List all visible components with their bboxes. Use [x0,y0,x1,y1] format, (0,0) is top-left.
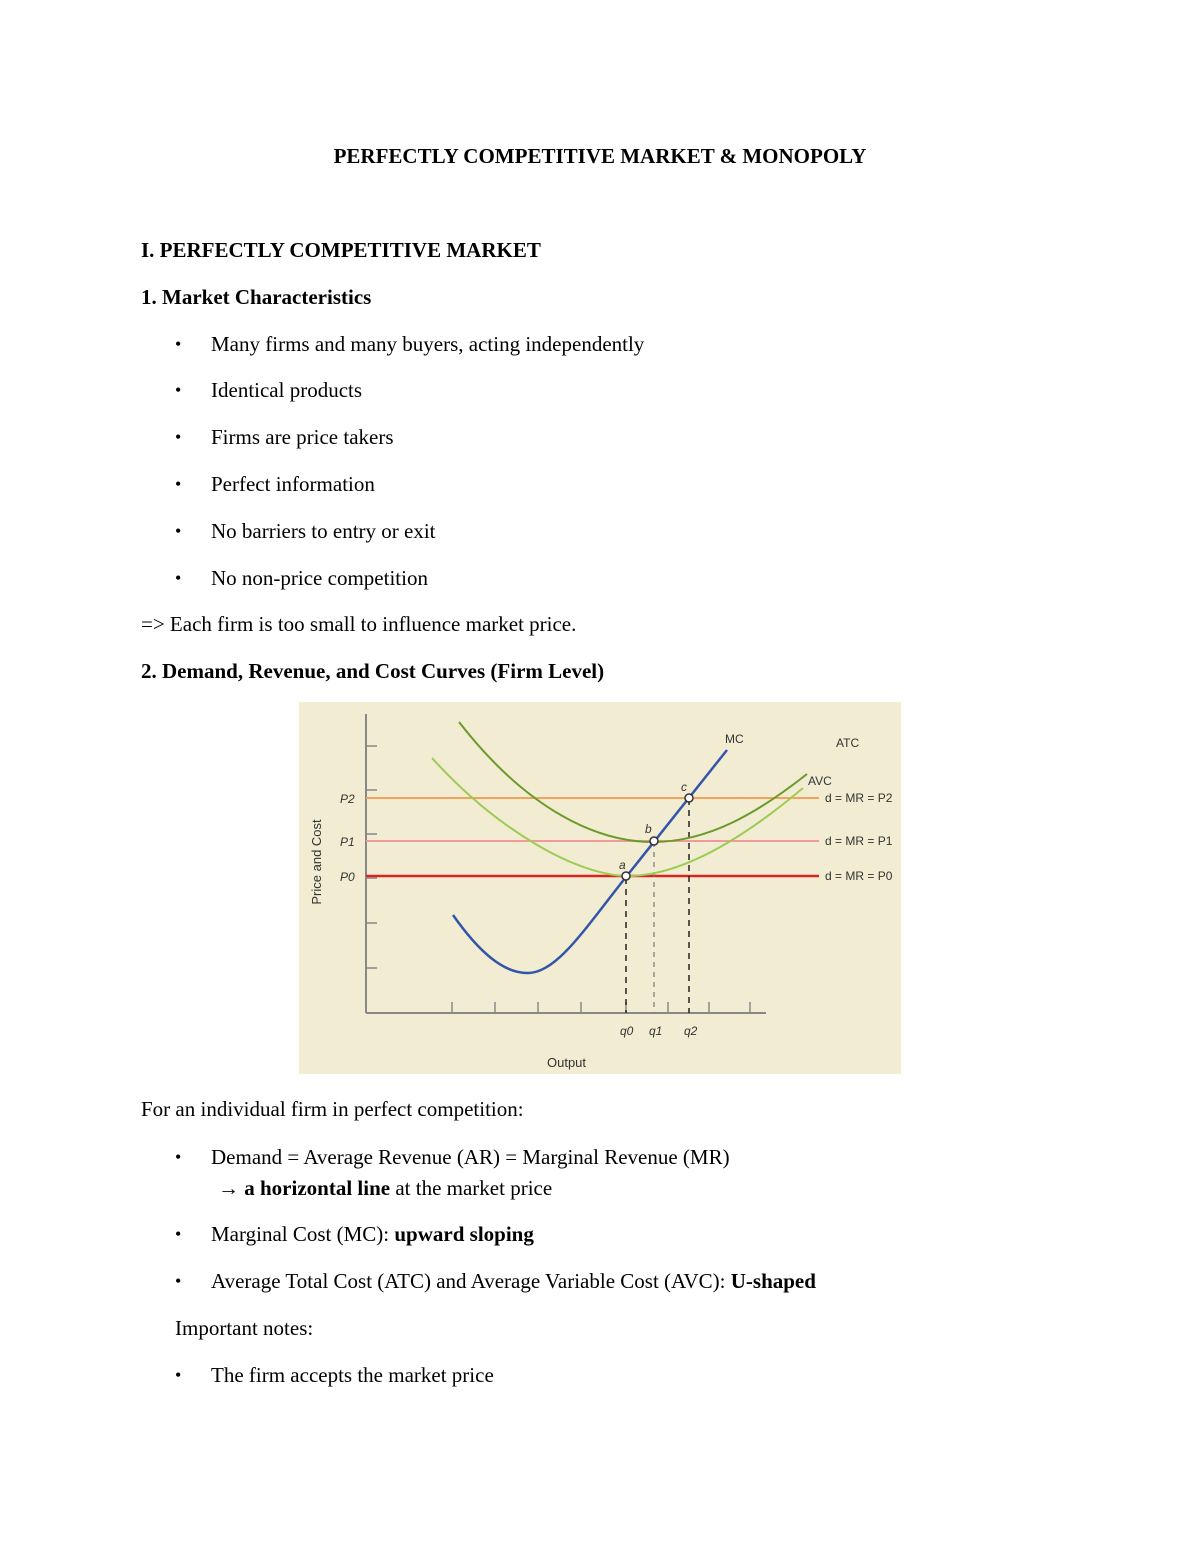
notes-label: Important notes: [175,1316,314,1340]
list-item-continuation [218,1175,552,1201]
emphasis-text: a horizontal line [244,1176,391,1200]
point-a-label: a [619,858,626,872]
bullet-icon: • [175,1271,182,1291]
list-item-text: Average Total Cost (ATC) and Average Variable Cost (AVC): [211,1269,731,1293]
p2-tick-label: P2 [340,792,355,806]
list-item: Identical products [211,378,363,402]
section-heading: I. PERFECTLY COMPETITIVE MARKET [141,238,541,262]
avc-label: AVC [808,774,832,788]
bullet-icon: • [175,1224,182,1244]
q1-tick-label: q1 [649,1024,663,1038]
cost-curves-figure [299,702,901,1074]
bullet-icon: • [175,568,182,588]
d0-label: d = MR = P0 [825,869,893,883]
intro-text: For an individual firm in perfect competition: [141,1097,524,1121]
atc-curve [459,722,807,842]
bullet-icon: • [175,1147,182,1167]
cost-curves-svg [299,702,901,1074]
point-a-marker [622,872,630,880]
list-item: No barriers to entry or exit [211,519,436,543]
bullet-icon: • [175,334,182,354]
list-item-text: Marginal Cost (MC): [211,1222,395,1246]
mc-label: MC [725,732,744,746]
right-arrow-icon: → [218,1176,239,1200]
emphasis-text: upward sloping [394,1222,534,1246]
bullet-icon: • [175,427,182,447]
list-item [211,1221,534,1247]
x-ticks [452,1002,750,1013]
q2-tick-label: q2 [684,1024,698,1038]
list-item: Perfect information [211,472,375,496]
list-item: No non-price competition [211,566,428,590]
point-c-marker [685,794,693,802]
subsection-heading: 2. Demand, Revenue, and Cost Curves (Firm Level) [141,659,605,683]
list-item: Demand = Average Revenue (AR) = Marginal Revenue (MR) [211,1145,730,1169]
list-item: Many firms and many buyers, acting independently [211,332,645,356]
p1-tick-label: P1 [340,835,355,849]
bullet-icon: • [175,521,182,541]
p0-tick-label: P0 [340,870,355,884]
bullet-icon: • [175,380,182,400]
document-title: PERFECTLY COMPETITIVE MARKET & MONOPOLY [333,144,867,168]
y-ticks [366,746,377,968]
list-item: The firm accepts the market price [211,1363,494,1387]
emphasis-text: U-shaped [730,1269,816,1293]
point-c-label: c [681,780,687,794]
x-axis-title: Output [547,1055,587,1070]
list-item: Firms are price takers [211,425,394,449]
avc-curve [432,758,803,876]
point-b-label: b [645,822,652,836]
d1-label: d = MR = P1 [825,834,893,848]
point-b-marker [650,837,658,845]
bullet-icon: • [175,1365,182,1385]
q0-tick-label: q0 [620,1024,634,1038]
atc-label: ATC [836,736,860,750]
bullet-icon: • [175,474,182,494]
d2-label: d = MR = P2 [825,791,893,805]
continuation-text: at the market price [390,1176,553,1200]
list-item [211,1268,816,1294]
conclusion-text: => Each firm is too small to influence market price. [141,612,577,636]
y-axis-title: Price and Cost [309,819,324,905]
subsection-heading: 1. Market Characteristics [141,285,372,309]
